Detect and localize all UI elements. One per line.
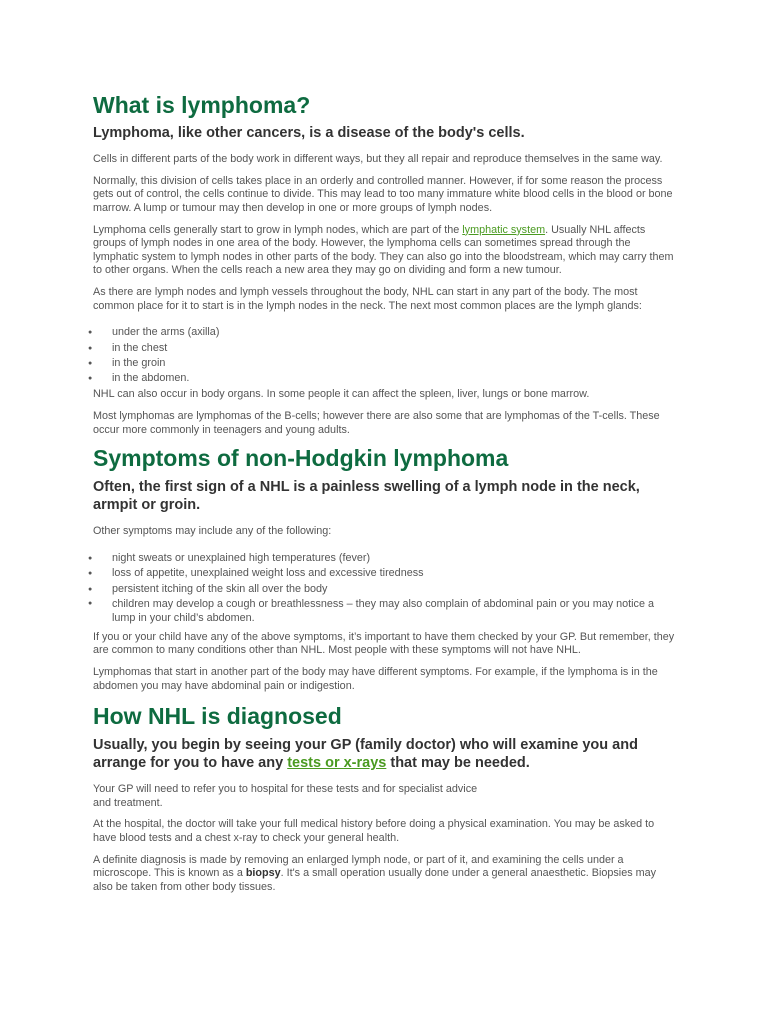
paragraph: At the hospital, the doctor will take your full medical history before doing a physical examination. You may be asked to have blood tests and a chest x-ray to check your general health. [93, 818, 655, 845]
paragraph: Lymphomas that start in another part of the body may have different symptoms. For example, if the lymphoma is in the abdomen you may have abdominal pain or indigestion. [93, 665, 658, 692]
paragraph: Other symptoms may include any of the following: [93, 525, 332, 538]
text: that may be needed. [386, 755, 530, 772]
lead-symptoms: Often, the first sign of a NHL is a painless swelling of a lymph node in the neck, armpit or groin. [93, 478, 640, 514]
paragraph: Cells in different parts of the body work in different ways, but they all repair and reproduce themselves in the same way. [93, 153, 663, 166]
list-item: ● night sweats or unexplained high temperatures (fever) [93, 551, 678, 566]
list-item: ● persistent itching of the skin all over the body [93, 582, 678, 597]
biopsy-term: biopsy [245, 867, 281, 880]
list-item: ● loss of appetite, unexplained weight loss and excessive tiredness [93, 566, 678, 581]
text: and treatment. [93, 796, 163, 809]
symptoms-list [93, 551, 678, 625]
tests-or-xrays-link[interactable]: tests or x-rays [287, 755, 387, 772]
lymph-glands-list [93, 325, 678, 386]
paragraph: As there are lymph nodes and lymph vessels throughout the body, NHL can start in any part of the body. The most common place for it to start is in the lymph nodes in the neck. The next most common places are the lymph glands: [93, 286, 642, 312]
text: Usually, you begin by seeing your GP (family doctor) who will examine you and arrange for you to have any [93, 736, 638, 772]
list-item: ● in the groin [93, 356, 678, 371]
paragraph-biopsy [93, 854, 678, 895]
heading-symptoms: Symptoms of non-Hodgkin lymphoma [93, 445, 509, 472]
section-symptoms [93, 445, 678, 693]
text: A definite diagnosis is made by removing an enlarged lymph node, or part of it, and examining the cells under a microscope. This is known as a [93, 853, 624, 880]
paragraph-lymphatic [93, 224, 678, 278]
text: Your GP will need to refer you to hospital for these tests and for specialist advice [93, 783, 478, 796]
section-diagnosis [93, 703, 678, 894]
list-item: ● in the chest [93, 341, 678, 356]
text: . It's a small operation usually done under a general anaesthetic. Biopsies may also be taken from other body tissues. [93, 867, 656, 893]
article [93, 92, 678, 902]
section-what-is-lymphoma [93, 92, 678, 437]
paragraph: NHL can also occur in body organs. In some people it can affect the spleen, liver, lungs or bone marrow. [93, 388, 590, 401]
text: . Usually NHL affects groups of lymph nodes in one area of the body. However, the lymphoma cells can sometimes spread through the lymphatic system to lymph nodes in other parts of the body. They can also go into the bloodstream, which may carry them to other organs. When the cells reach a new area they may go on dividing and form a new tumour. [93, 223, 674, 277]
paragraph: If you or your child have any of the above symptoms, it’s important to have them checked by your GP. But remember, they are common to many conditions other than NHL. Most people with these symptoms will not have NHL. [93, 630, 675, 657]
lead-diagnosis [93, 736, 678, 774]
heading-diagnosis: How NHL is diagnosed [93, 703, 342, 730]
list-item: ● under the arms (axilla) [93, 325, 678, 340]
lead-what-is-lymphoma: Lymphoma, like other cancers, is a disease of the body's cells. [93, 125, 525, 142]
text: Lymphoma cells generally start to grow in lymph nodes, which are part of the [93, 223, 463, 236]
list-item: ● children may develop a cough or breathlessness – they may also complain of abdominal pain or you may notice a lump in your child’s abdomen. [93, 597, 678, 625]
paragraph: Normally, this division of cells takes place in an orderly and controlled manner. However, if for some reason the process gets out of control, the cells continue to divide. This may lead to too many immature white blood cells in the blood or bone marrow. A lump or tumour may then develop in one or more groups of lymph nodes. [93, 174, 673, 215]
paragraph: Most lymphomas are lymphomas of the B-cells; however there are also some that are lymphomas of the T-cells. These occur more commonly in teenagers and young adults. [93, 410, 660, 436]
lymphatic-system-link[interactable]: lymphatic system [462, 223, 546, 236]
list-item: ● in the abdomen. [93, 371, 678, 386]
paragraph-referral [93, 783, 678, 810]
heading-what-is-lymphoma: What is lymphoma? [93, 92, 311, 118]
